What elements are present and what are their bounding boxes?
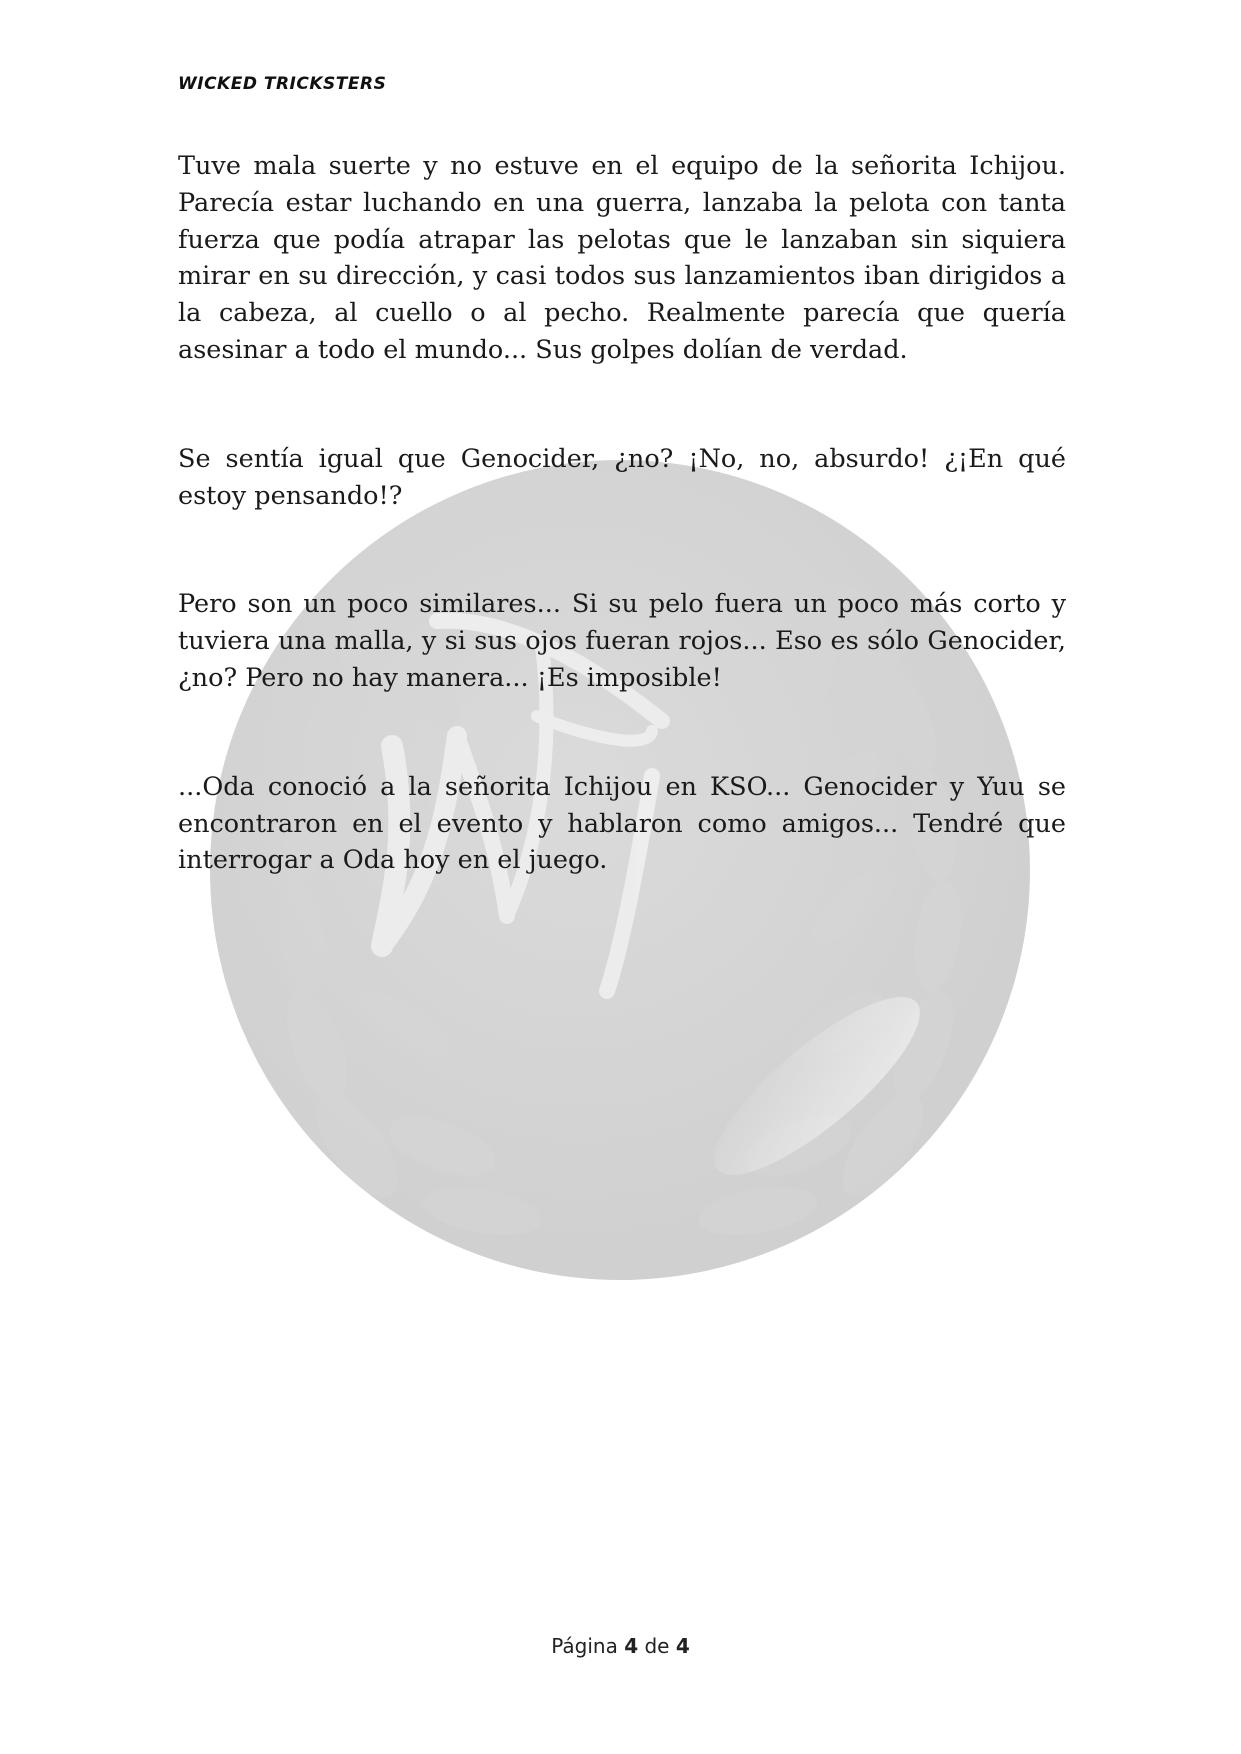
- page-number-footer: [0, 1634, 1241, 1658]
- paragraph: Tuve mala suerte y no estuve en el equipo de la señorita Ichijou. Parecía estar luchando en una guerra, lanzaba la pelota con tanta fuerza que podía atrapar las pelotas que le lanzaban sin siquiera mirar en su dirección, y casi todos sus lanzamientos iban dirigidos a la cabeza, al cuello o al pecho. Realmente parecía que quería asesinar a todo el mundo... Sus golpes dolían de verdad.: [178, 151, 1066, 365]
- of-word: de: [644, 1634, 670, 1658]
- page-word: Página: [551, 1634, 618, 1658]
- current-page-number: 4: [624, 1634, 639, 1658]
- document-body: [178, 148, 1066, 951]
- paragraph: ...Oda conoció a la señorita Ichijou en KSO... Genocider y Yuu se encontraron en el evento y hablaron como amigos... Tendré que interrogar a Oda hoy en el juego.: [178, 771, 1066, 876]
- document-header-title: WICKED TRICKSTERS: [178, 74, 387, 94]
- total-pages-number: 4: [675, 1634, 690, 1658]
- paragraph: Se sentía igual que Genocider, ¿no? ¡No, no, absurdo! ¿¡En qué estoy pensando!?: [178, 443, 1066, 511]
- paragraph: Pero son un poco similares... Si su pelo fuera un poco más corto y tuviera una malla, y si sus ojos fueran rojos... Eso es sólo Genocider, ¿no? Pero no hay manera... ¡Es imposible!: [178, 589, 1066, 693]
